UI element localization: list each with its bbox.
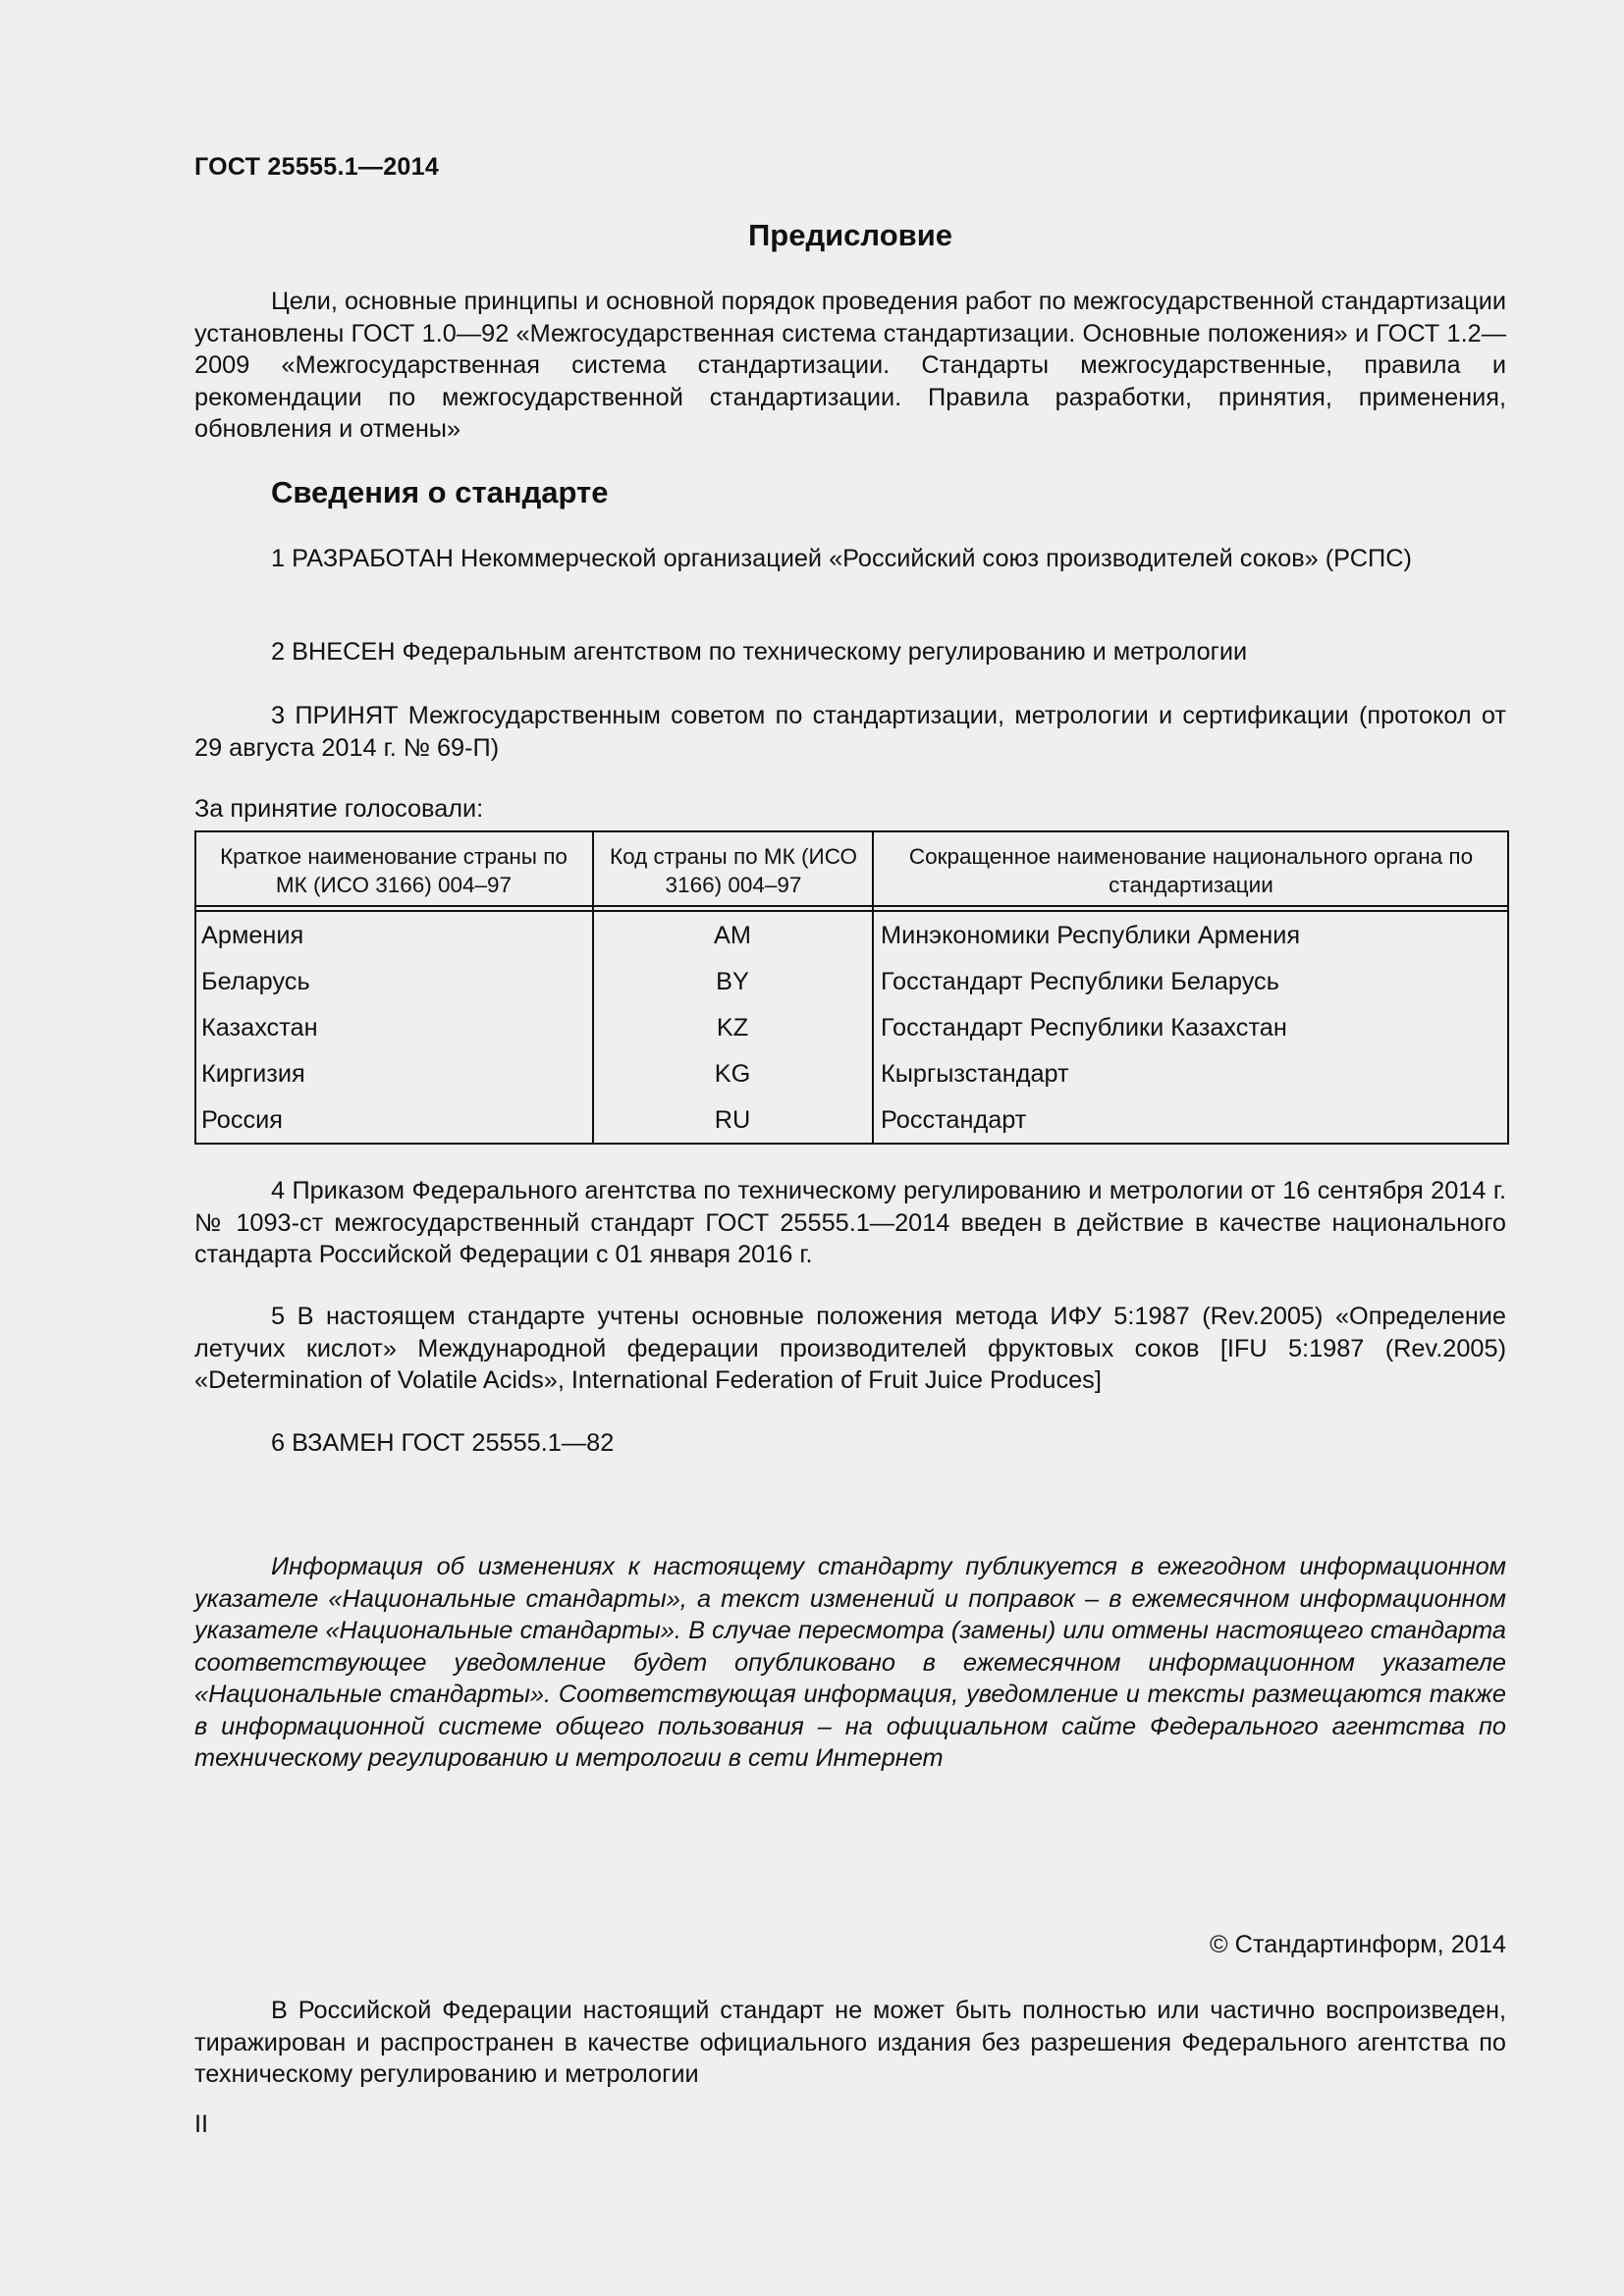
vote-label: За принятие голосовали: [194,795,484,823]
table-cell-code: AM [714,922,751,949]
table-cell-code: KZ [716,1014,749,1041]
table-header-body: Сокращенное наименование национального органа по стандартизации [908,844,1474,897]
table-cell-body: Кыргызстандарт [881,1060,1069,1088]
amendments-notice: Информация об изменениях к настоящему стандарту публикуется в ежегодном информационном указателе «Национальные стандарты», а текст изменений и поправок – в ежемесячном информационном указателе «Национальные стандарты». В случае пересмотра (замены) или отмены настоящего стандарта соответствующее уведомление будет опубликовано в ежемесячном информационном указателе «Национальные стандарты». Соответствующая информация, уведомление и тексты размещаются также в информационной системе общего пользования – на официальном сайте Федерального агентства по техническому регулированию и метрологии в сети Интернет [194,1553,1506,1772]
table-cell-country: Беларусь [201,968,310,995]
table-cell-country: Казахстан [201,1014,318,1041]
table-cell-country: Киргизия [201,1060,305,1088]
table-row [194,1052,1509,1098]
table-cell-body: Росстандарт [881,1106,1027,1134]
table-cell-code: KG [714,1060,751,1088]
table-cell-country: Россия [201,1106,283,1134]
table-header-code: Код страны по МК (ИСО 3166) 004–97 [610,844,857,897]
table-cell-code: BY [716,968,749,995]
table-header-country: Краткое наименование страны по МК (ИСО 3166) 004–97 [220,844,568,897]
info-item-4: 4 Приказом Федерального агентства по техническому регулированию и метрологии от 16 сентября 2014 г. № 1093-ст межгосударственный стандарт ГОСТ 25555.1—2014 введен в действие в качестве национального стандарта Российской Федерации с 01 января 2016 г. [194,1177,1506,1268]
voting-table [194,830,1509,1143]
table-cell-body: Минэкономики Республики Армения [881,922,1301,949]
table-row [194,1098,1509,1145]
table-cell-body: Госстандарт Республики Казахстан [881,1014,1287,1041]
preface-text: Цели, основные принципы и основной порядок проведения работ по межгосударственной стандартизации установлены ГОСТ 1.0—92 «Межгосударственная система стандартизации. Основные положения» и ГОСТ 1.2—2009 «Межгосударственная система стандартизации. Стандарты межгосударственные, правила и рекомендации по межгосударственной стандартизации. Правила разработки, принятия, применения, обновления и отмены» [194,288,1506,443]
info-item-2: 2 ВНЕСЕН Федеральным агентством по техническому регулированию и метрологии [271,638,1248,666]
table-cell-body: Госстандарт Республики Беларусь [881,968,1279,995]
document-code: ГОСТ 25555.1—2014 [194,153,440,181]
info-title: Сведения о стандарте [271,475,609,509]
info-item-3: 3 ПРИНЯТ Межгосударственным советом по стандартизации, метрологии и сертификации (протокол от 29 августа 2014 г. № 69-П) [194,702,1506,762]
preface-title: Предисловие [747,218,952,252]
page-number: II [194,2110,209,2138]
copyright: © Стандартинформ, 2014 [1210,1931,1506,1958]
info-item-6: 6 ВЗАМЕН ГОСТ 25555.1—82 [271,1429,615,1457]
table-cell-code: RU [714,1106,751,1134]
info-item-5: 5 В настоящем стандарте учтены основные положения метода ИФУ 5:1987 (Rev.2005) «Определение летучих кислот» Международной федерации производителей фруктовых соков [IFU 5:1987 (Rev.2005) «Determination of Volatile Acids», International Federation of Fruit Juice Produces] [194,1303,1506,1394]
info-item-1: 1 РАЗРАБОТАН Некоммерческой организацией «Российский союз производителей соков» (РСПС) [271,545,1412,572]
table-row [194,1006,1509,1052]
rights-notice: В Российской Федерации настоящий стандарт не может быть полностью или частично воспроизведен, тиражирован и распространен в качестве официального издания без разрешения Федерального агентства по техническому регулированию и метрологии [194,1997,1506,2088]
table-cell-country: Армения [201,922,304,949]
table-row [194,960,1509,1006]
table-row [194,914,1509,960]
